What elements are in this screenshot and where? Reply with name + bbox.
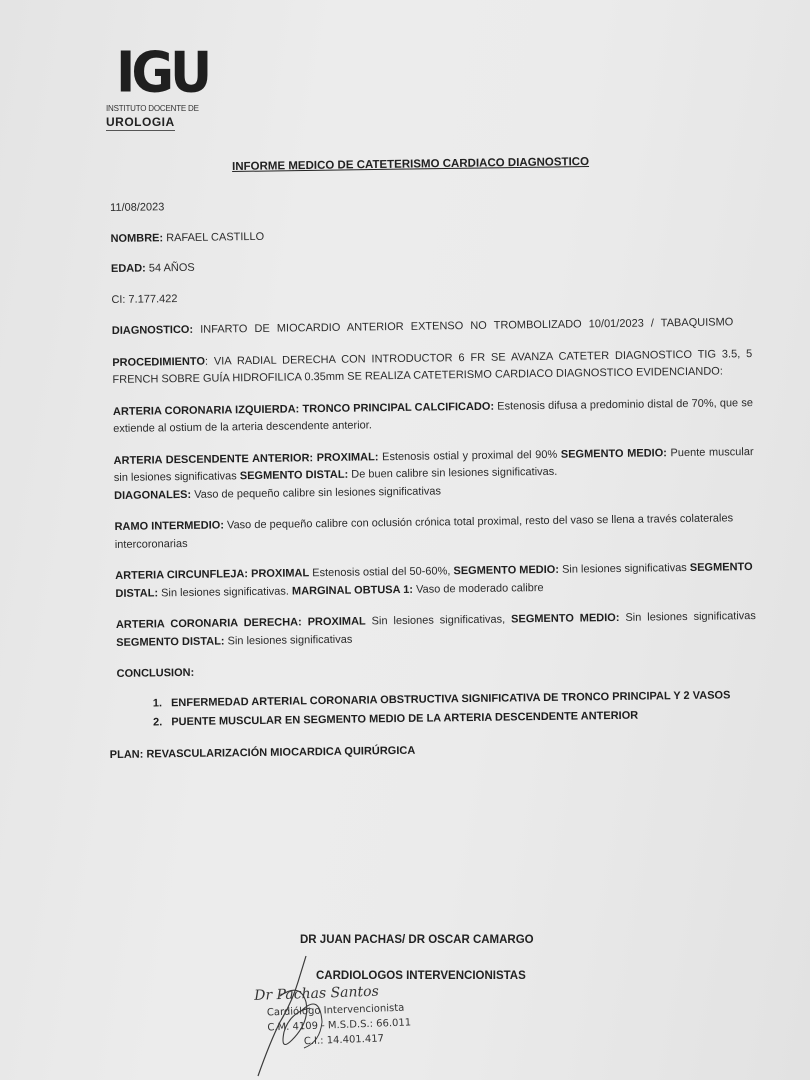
cx-prox-text: Estenosis ostial del 50-60%, [312, 565, 451, 580]
name-value: RAFAEL CASTILLO [166, 230, 265, 244]
circumflex-paragraph [115, 559, 755, 603]
ramus-text: Vaso de pequeño calibre con oclusión crónica total proximal, resto del vaso se llena a través colaterales intercoronarias [114, 512, 734, 551]
conclusion-list [117, 687, 757, 733]
signatory-names: DR JUAN PACHAS/ DR OSCAR CAMARGO [300, 934, 534, 946]
patient-age-line [111, 252, 751, 278]
conclusion-label: CONCLUSION: [116, 666, 195, 680]
logo-mark: IGU [116, 40, 209, 106]
cx-prox-label: : PROXIMAL [244, 567, 310, 581]
rca-label: ARTERIA CORONARIA DERECHA: PROXIMAL [115, 615, 366, 631]
diagnosis-paragraph [112, 314, 752, 340]
cx-mid-text: Sin lesiones significativas [561, 561, 687, 576]
om-text: Vaso de moderado calibre [415, 581, 544, 596]
patient-ci-line [111, 283, 751, 309]
report-body [110, 191, 758, 764]
procedure-value: : VIA RADIAL DERECHA CON INTRODUCTOR 6 FR SE AVANZA CATETER DIAGNOSTICO TIG 3.5, 5 FRENCH SOBRE GUÍA HIDROFILICA 0.35mm SE REALIZA CATETERISMO CARDIACO DIAGNOSTICO EVIDENCIANDO: [112, 347, 753, 386]
cx-label: ARTERIA CIRCUNFLEJA [115, 568, 245, 582]
lad-distal-label: SEGMENTO DISTAL: [239, 468, 349, 483]
doctor-stamp [252, 980, 484, 1049]
rca-distal-text: Sin lesiones significativas [227, 633, 353, 647]
rca-mid-label: SEGMENTO MEDIO: [511, 611, 620, 626]
stamp-id: C.I.: 14.401.417 [303, 1033, 385, 1048]
plan-line: PLAN: REVASCULARIZACIÓN MIOCARDICA QUIRÚRGICA [109, 744, 416, 761]
report-title: INFORME MEDICO DE CATETERISMO CARDIACO DIAGNOSTICO [232, 156, 590, 173]
procedure-paragraph [112, 346, 752, 390]
stamp-name: Dr Pachas Santos [253, 983, 380, 1004]
lad-paragraph [114, 444, 755, 505]
institution-logo [106, 40, 209, 131]
cx-distal-text: Sin lesiones significativas. [161, 585, 289, 599]
stamp-license: C.M. 4109 - M.S.D.S.: 66.011 [267, 1017, 412, 1034]
stamp-specialty: Cardiólogo Intervencionista [266, 1002, 405, 1019]
conclusion-item: 2. PUENTE MUSCULAR EN SEGMENTO MEDIO DE LA ARTERIA DESCENDENTE ANTERIOR [165, 706, 757, 732]
om-label: MARGINAL OBTUSA 1: [291, 583, 414, 597]
lad-text: Estenosis ostial y proximal del 90% [381, 448, 558, 463]
rca-prox-text: Sin lesiones significativas, [371, 613, 506, 628]
diagnosis-value: INFARTO DE MIOCARDIO ANTERIOR EXTENSO NO TROMBOLIZADO 10/01/2023 / TABAQUISMO [200, 316, 734, 336]
logo-subtitle: INSTITUTO DOCENTE DE [106, 104, 199, 113]
diagonals-text: Vaso de pequeño calibre sin lesiones significativas [194, 484, 442, 501]
diagnosis-label: DIAGNOSTICO: [111, 323, 194, 337]
age-value: 54 AÑOS [148, 261, 195, 275]
ci-value: 7.177.422 [128, 292, 178, 306]
patient-name-line [110, 222, 750, 248]
left-main-label: ARTERIA CORONARIA IZQUIERDA: TRONCO PRINCIPAL CALCIFICADO: [112, 400, 495, 418]
logo-name: UROLOGIA [106, 115, 175, 129]
cx-mid-label: SEGMENTO MEDIO: [453, 563, 560, 578]
age-label: EDAD: [110, 262, 146, 275]
lad-mid-label: SEGMENTO MEDIO: [560, 446, 667, 461]
conclusion-item: 1. ENFERMEDAD ARTERIAL CORONARIA OBSTRUCTIVA SIGNIFICATIVA DE TRONCO PRINCIPAL Y 2 VASOS [165, 687, 757, 713]
rca-distal-label: SEGMENTO DISTAL: [116, 634, 225, 649]
cx-distal-label: SEGMENTO DISTAL: [115, 561, 753, 600]
signatory-role: CARDIOLOGOS INTERVENCIONISTAS [316, 970, 526, 982]
lad-mid-text: Puente muscular sin lesiones significativas [113, 445, 754, 484]
name-label: NOMBRE: [110, 231, 164, 245]
procedure-label: PROCEDIMIENTO [112, 355, 206, 369]
ramus-label: RAMO INTERMEDIO: [114, 519, 225, 533]
lad-distal-text: De buen calibre sin lesiones significativas. [351, 465, 558, 481]
left-main-paragraph [113, 395, 753, 439]
report-date: 11/08/2023 [110, 201, 165, 214]
diagonals-label: DIAGONALES: [114, 488, 192, 502]
rca-mid-text: Sin lesiones significativas [625, 610, 756, 624]
rca-paragraph [116, 608, 756, 652]
ci-label: CI: [111, 293, 126, 306]
left-main-text: Estenosis difusa a predominio distal de 70%, que se extiende al ostium de la arteria descendente anterior. [113, 396, 753, 435]
lad-label: ARTERIA DESCENDENTE ANTERIOR: PROXIMAL: [113, 450, 379, 467]
ramus-paragraph [114, 510, 754, 554]
